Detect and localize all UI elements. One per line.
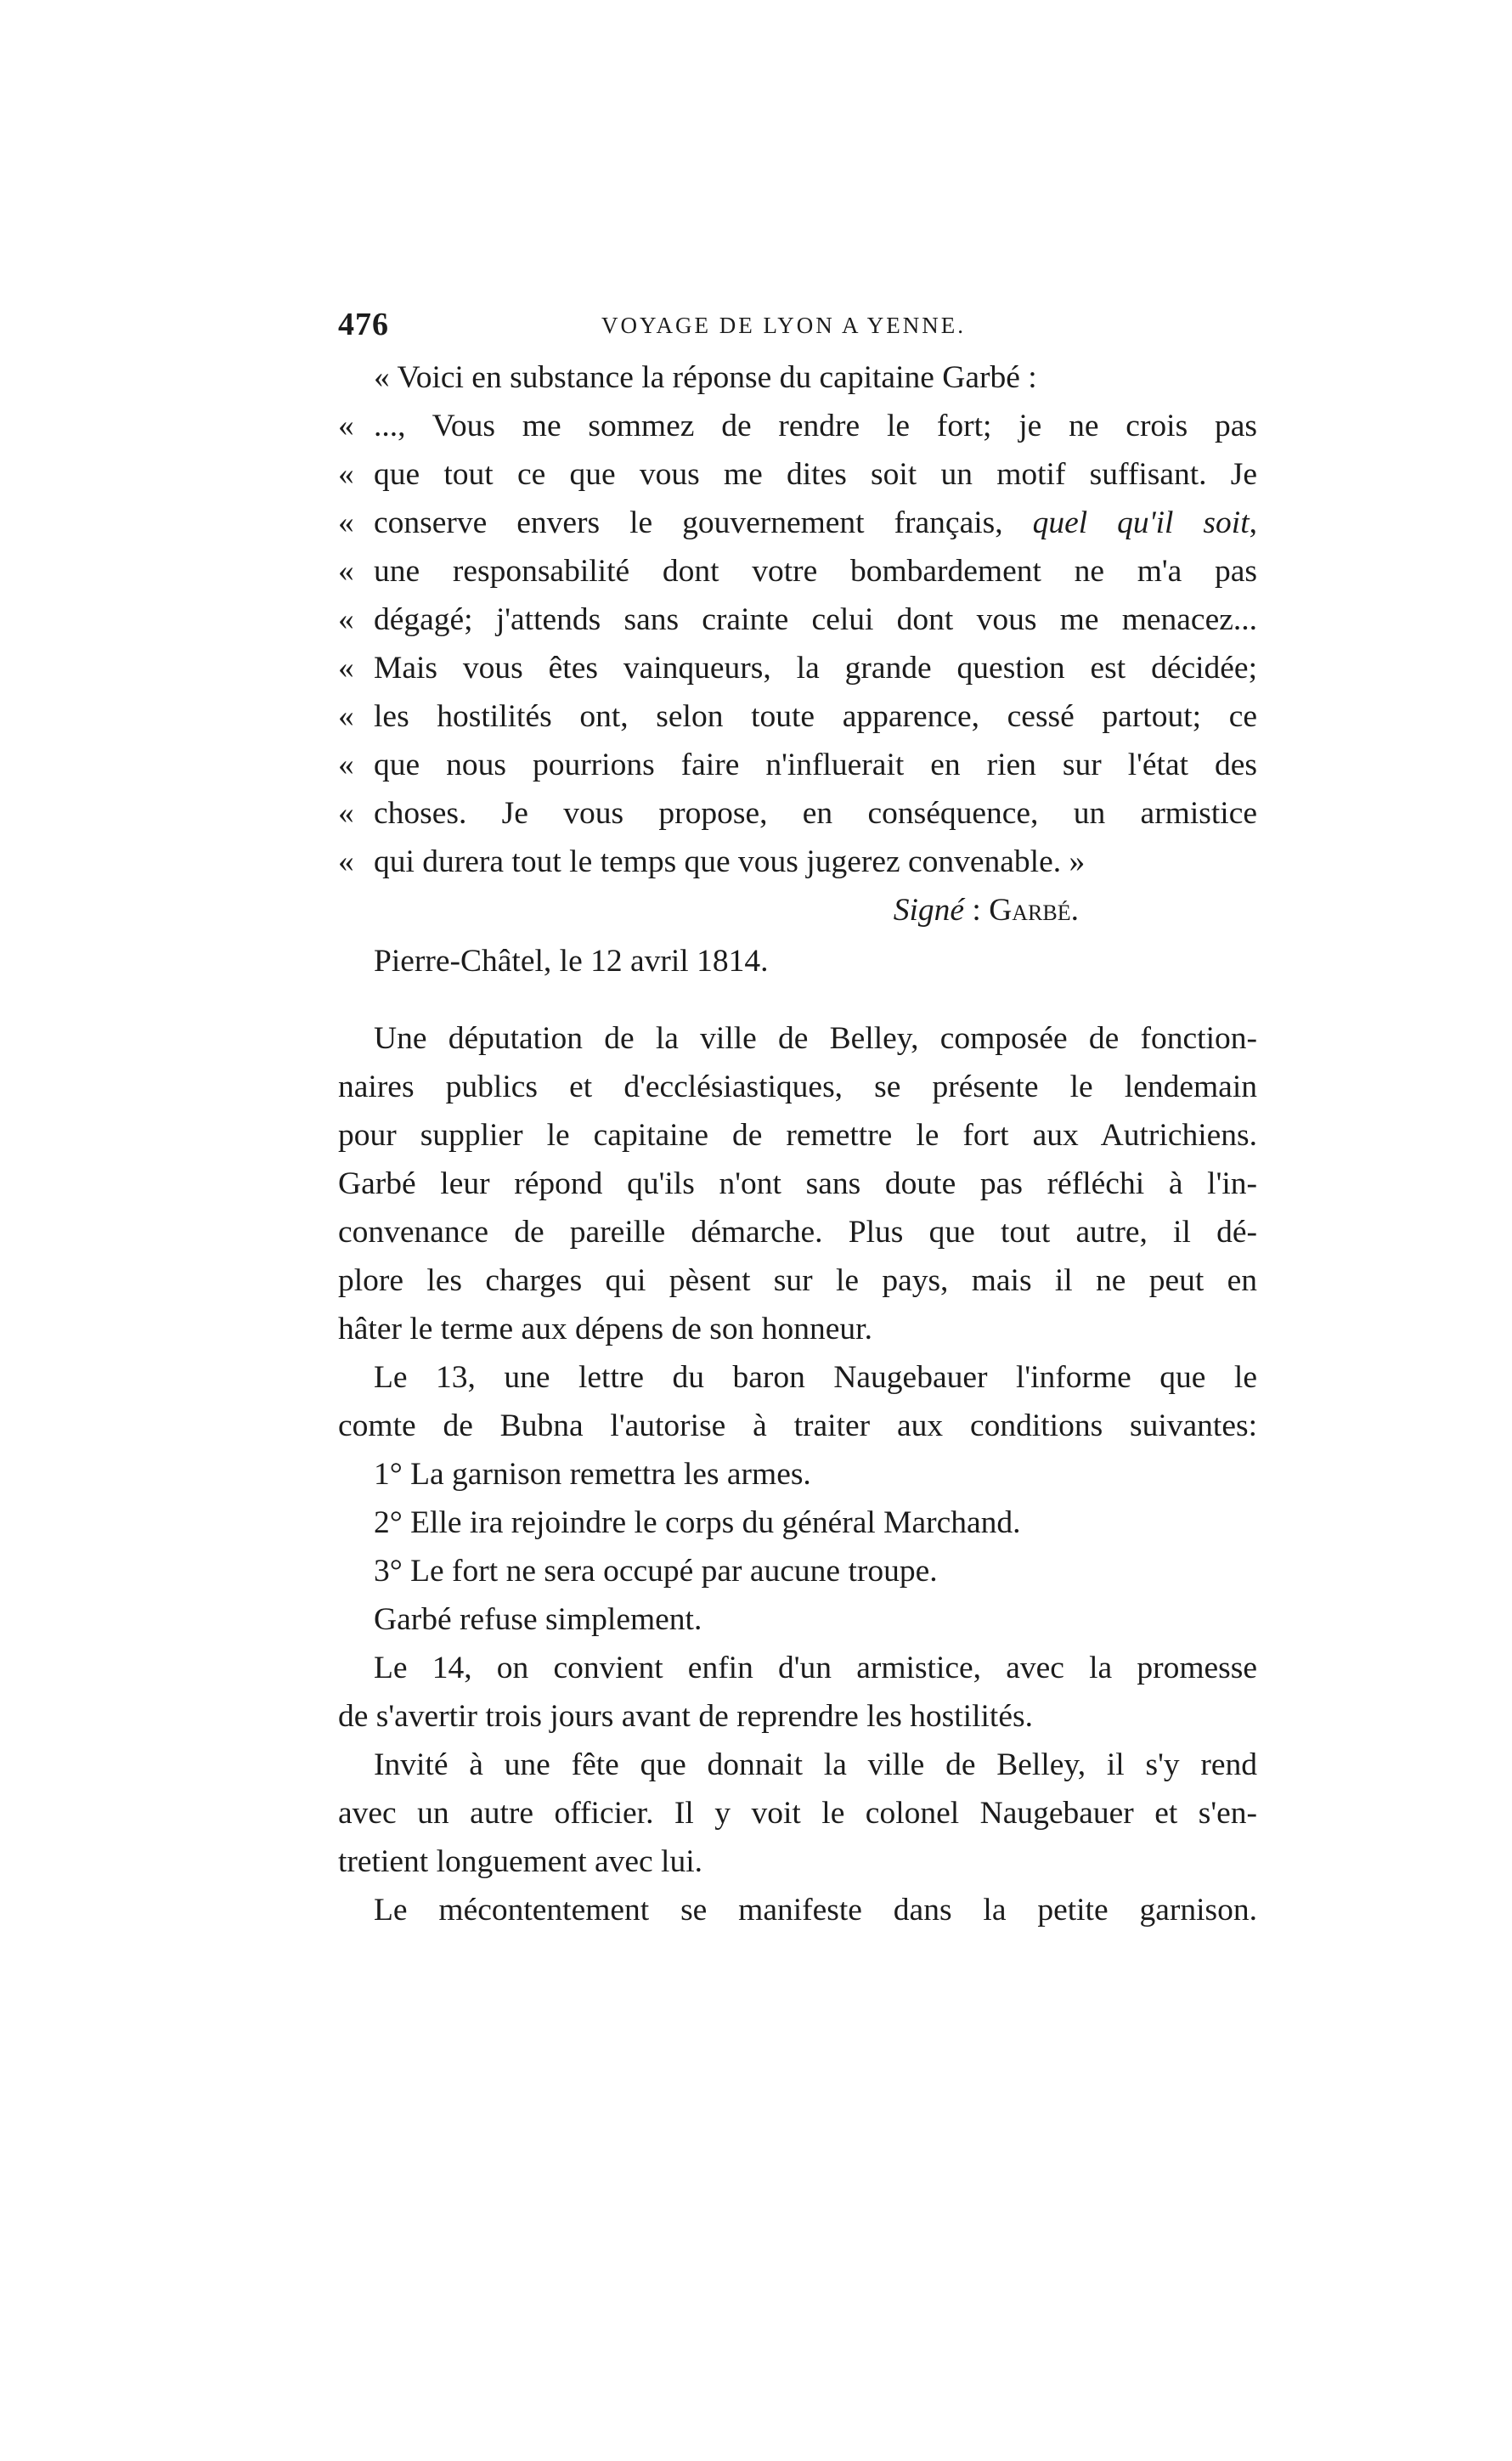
paragraph-line: avec un autre officier. Il y voit le colonel Naugebauer et s'en-: [338, 1796, 1257, 1831]
quote-text: conserve envers le gouvernement français, quel qu'il soit,: [374, 505, 1257, 540]
paragraph-line: tretient longuement avec lui.: [338, 1844, 703, 1879]
quote-line: [338, 595, 1257, 644]
quote-line: [338, 547, 1257, 595]
quote-mark: «: [338, 554, 354, 589]
paragraph-line: de s'avertir trois jours avant de reprendre les hostilités.: [338, 1699, 1033, 1734]
quote-mark: «: [338, 748, 354, 782]
paragraph-line: hâter le terme aux dépens de son honneur.: [338, 1312, 872, 1346]
page-header: [338, 306, 1255, 348]
page-body: [338, 353, 1257, 1934]
paragraph-line: comte de Bubna l'autorise à traiter aux conditions suivantes:: [338, 1408, 1257, 1443]
quote-mark: «: [338, 505, 354, 540]
quote-text: que nous pourrions faire n'influerait en rien sur l'état des: [374, 748, 1257, 782]
signed-name: Garbé.: [989, 893, 1079, 928]
quote-line: [338, 644, 1257, 692]
quote-line: [338, 789, 1257, 838]
paragraph-line: Le 14, on convient enfin d'un armistice, avec la promesse: [374, 1651, 1257, 1685]
emphasis: quel qu'il soit: [1032, 505, 1250, 540]
quote-text: Mais vous êtes vainqueurs, la grande question est décidée;: [374, 651, 1257, 686]
paragraph-line: Invité à une fête que donnait la ville de Belley, il s'y rend: [374, 1747, 1257, 1782]
quote-text: qui durera tout le temps que vous jugerez convenable. »: [374, 844, 1086, 879]
quote-mark: «: [338, 844, 354, 879]
quote-line: [338, 838, 1257, 886]
quote-text: dégagé; j'attends sans crainte celui dont vous me menacez...: [374, 602, 1257, 637]
paragraph-line: Garbé leur répond qu'ils n'ont sans doute pas réfléchi à l'in-: [338, 1166, 1257, 1201]
quote-mark: «: [338, 796, 354, 831]
section-gap: [338, 985, 1257, 1014]
paragraph-line: convenance de pareille démarche. Plus que tout autre, il dé-: [338, 1215, 1257, 1250]
quote-text: que tout ce que vous me dites soit un motif suffisant. Je: [374, 457, 1257, 492]
signed-label: Signé: [893, 893, 965, 928]
paragraph-line: Une députation de la ville de Belley, composée de fonction-: [374, 1021, 1257, 1056]
running-title: VOYAGE DE LYON A YENNE.: [601, 313, 967, 338]
condition-item: 2° Elle ira rejoindre le corps du général Marchand.: [374, 1505, 1021, 1540]
quote-line: [338, 450, 1257, 499]
quote-text: ..., Vous me sommez de rendre le fort; je ne crois pas: [374, 409, 1257, 443]
paragraph-line: Le 13, une lettre du baron Naugebauer l'informe que le: [374, 1360, 1257, 1395]
refusal-line: Garbé refuse simplement.: [374, 1602, 702, 1637]
signed-separator: :: [964, 893, 990, 928]
signature-line: [338, 886, 1257, 937]
quote-mark: «: [338, 409, 354, 443]
paragraph-line: pour supplier le capitaine de remettre le fort aux Autrichiens.: [338, 1118, 1257, 1153]
dateline: Pierre-Châtel, le 12 avril 1814.: [374, 944, 769, 979]
paragraph-line: plore les charges qui pèsent sur le pays, mais il ne peut en: [338, 1263, 1257, 1298]
condition-item: 1° La garnison remettra les armes.: [374, 1457, 811, 1492]
quote-text: une responsabilité dont votre bombardement ne m'a pas: [374, 554, 1257, 589]
quote-mark: «: [338, 699, 354, 734]
paragraph-line: naires publics et d'ecclésiastiques, se présente le lendemain: [338, 1070, 1257, 1104]
quote-text: choses. Je vous propose, en conséquence, un armistice: [374, 796, 1257, 831]
quote-mark: «: [338, 602, 354, 637]
quote-text: les hostilités ont, selon toute apparence, cessé partout; ce: [374, 699, 1257, 734]
quote-line: [338, 402, 1257, 450]
quote-line: [338, 692, 1257, 741]
quote-mark: «: [338, 457, 354, 492]
quote-line: [338, 741, 1257, 789]
condition-item: 3° Le fort ne sera occupé par aucune troupe.: [374, 1554, 938, 1589]
quote-mark: «: [338, 651, 354, 686]
quote-line: [338, 499, 1257, 547]
quote-intro: « Voici en substance la réponse du capitaine Garbé :: [374, 360, 1037, 395]
paragraph-line: Le mécontentement se manifeste dans la petite garnison.: [374, 1893, 1257, 1928]
page-number: 476: [338, 307, 389, 342]
